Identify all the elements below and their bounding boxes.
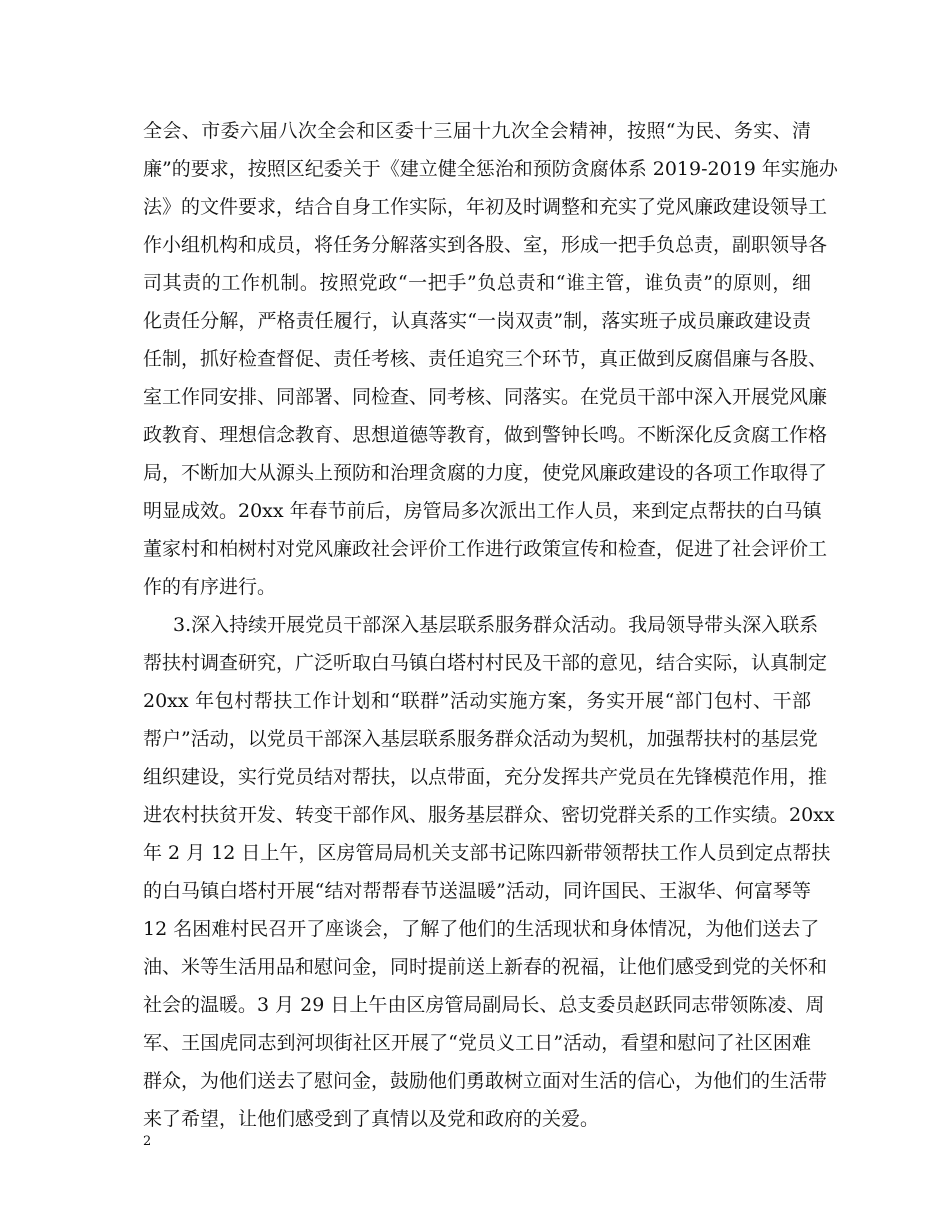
paragraph-line: 司其责的工作机制。按照党政“一把手”负总责和“谁主管，谁负责”的原则，细 bbox=[143, 272, 811, 294]
paragraph-line: 12 名困难村民召开了座谈会，了解了他们的生活现状和身体情况，为他们送去了 bbox=[143, 918, 820, 940]
paragraph-line: 任制，抓好检查督促、责任考核、责任追究三个环节，真正做到反腐倡廉与各股、 bbox=[143, 348, 828, 370]
paragraph-line: 全会、市委六届八次全会和区委十三届十九次全会精神，按照“为民、务实、清 bbox=[143, 120, 811, 142]
paragraph-line: 油、米等生活用品和慰问金，同时提前送上新春的祝福，让他们感受到党的关怀和 bbox=[143, 956, 828, 978]
body-text bbox=[143, 112, 838, 1138]
page-number: 2 bbox=[143, 1134, 152, 1149]
paragraph-line: 帮扶村调查研究，广泛听取白马镇白塔村村民及干部的意见，结合实际，认真制定 bbox=[143, 652, 828, 674]
paragraph-line: 组织建设，实行党员结对帮扶，以点带面，充分发挥共产党员在先锋模范作用，推 bbox=[143, 766, 828, 788]
paragraph-line: 进农村扶贫开发、转变干部作风、服务基层群众、密切党群关系的工作实绩。20xx bbox=[143, 804, 835, 826]
paragraph-line: 局，不断加大从源头上预防和治理贪腐的力度，使党风廉政建设的各项工作取得了 bbox=[143, 462, 828, 484]
paragraph-line: 3.深入持续开展党员干部深入基层联系服务群众活动。我局领导带头深入联系 bbox=[173, 614, 819, 636]
paragraph-line: 作小组机构和成员，将任务分解落实到各股、室，形成一把手负总责，副职领导各 bbox=[143, 234, 828, 256]
paragraph-line: 帮户”活动，以党员干部深入基层联系服务群众活动为契机，加强帮扶村的基层党 bbox=[143, 728, 818, 750]
paragraph-line: 军、王国虎同志到河坝街社区开展了“党员义工日”活动，看望和慰问了社区困难 bbox=[143, 1032, 811, 1054]
paragraph-2 bbox=[143, 606, 835, 1138]
paragraph-line: 来了希望，让他们感受到了真情以及党和政府的关爱。 bbox=[143, 1108, 600, 1130]
paragraph-line: 社会的温暖。3 月 29 日上午由区房管局副局长、总支委员赵跃同志带领陈凌、周 bbox=[143, 994, 825, 1016]
paragraph-line: 年 2 月 12 日上午，区房管局局机关支部书记陈四新带领帮扶工作人员到定点帮扶 bbox=[143, 842, 831, 864]
paragraph-line: 20xx 年包村帮扶工作计划和“联群”活动实施方案，务实开展“部门包村、干部 bbox=[143, 690, 811, 712]
paragraph-line: 群众，为他们送去了慰问金，鼓励他们勇敢树立面对生活的信心，为他们的生活带 bbox=[143, 1070, 828, 1092]
paragraph-line: 明显成效。20xx 年春节前后，房管局多次派出工作人员，来到定点帮扶的白马镇 bbox=[143, 500, 822, 522]
paragraph-line: 化责任分解，严格责任履行，认真落实“一岗双责”制，落实班子成员廉政建设责 bbox=[143, 310, 811, 332]
paragraph-line: 的白马镇白塔村开展“结对帮帮春节送温暖”活动，同许国民、王淑华、何富琴等 bbox=[143, 880, 811, 902]
paragraph-line: 室工作同安排、同部署、同检查、同考核、同落实。在党员干部中深入开展党风廉 bbox=[143, 386, 828, 408]
paragraph-line: 廉”的要求，按照区纪委关于《建立健全惩治和预防贪腐体系 2019-2019 年实施办 bbox=[143, 158, 838, 180]
paragraph-line: 政教育、理想信念教育、思想道德等教育，做到警钟长鸣。不断深化反贪腐工作格 bbox=[143, 424, 828, 446]
paragraph-1 bbox=[143, 112, 838, 606]
paragraph-line: 法》的文件要求，结合自身工作实际，年初及时调整和充实了党风廉政建设领导工 bbox=[143, 196, 828, 218]
paragraph-line: 作的有序进行。 bbox=[143, 576, 277, 598]
paragraph-line: 董家村和柏树村对党风廉政社会评价工作进行政策宣传和检查，促进了社会评价工 bbox=[143, 538, 828, 560]
